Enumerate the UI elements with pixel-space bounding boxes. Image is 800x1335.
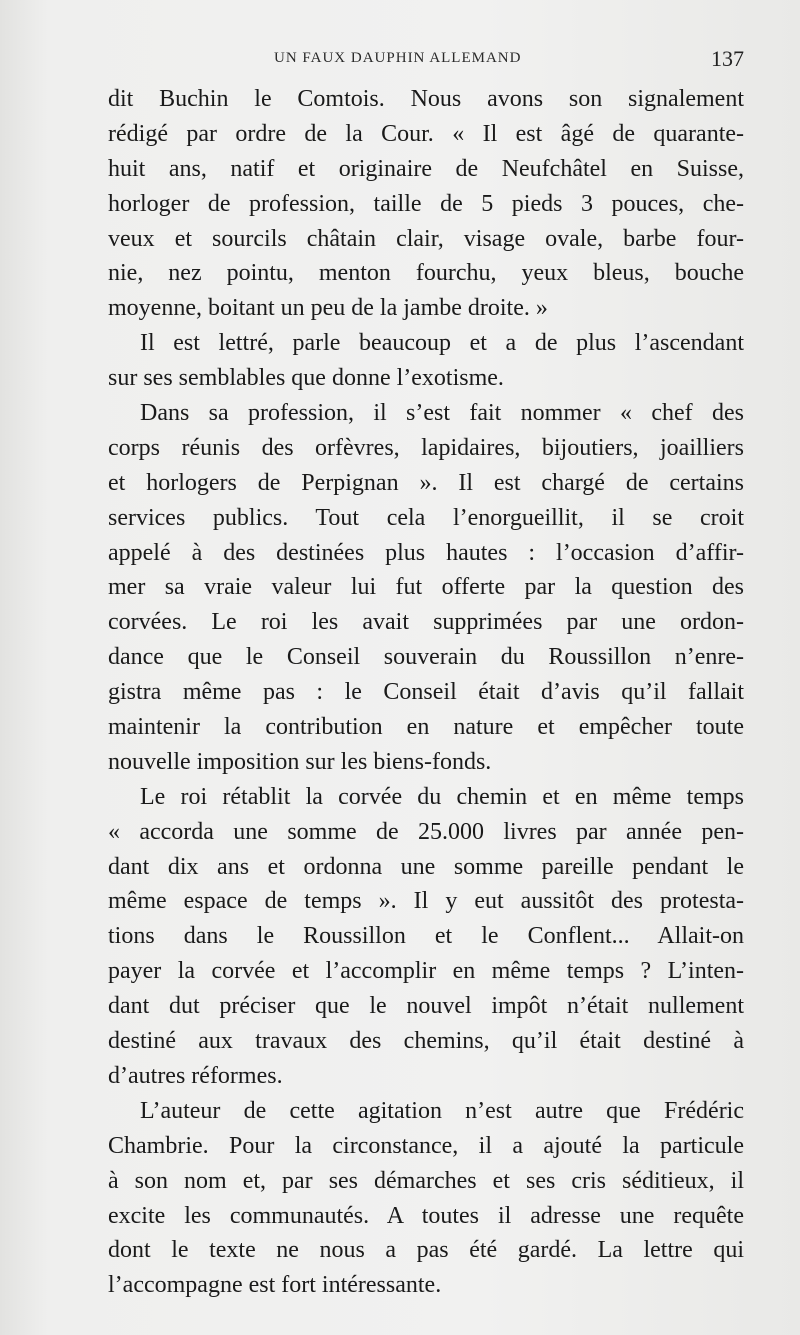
text-line: excite les communautés. A toutes il adresse une requête [108, 1202, 744, 1229]
text-line: dont le texte ne nous a pas été gardé. La lettre qui [108, 1237, 744, 1264]
text-line: dant dix ans et ordonna une somme pareille pendant le [108, 853, 744, 880]
text-line: appelé à des destinées plus hautes : l’occasion d’affir- [108, 539, 744, 566]
page-number: 137 [711, 46, 744, 71]
text-line: Le roi rétablit la corvée du chemin et en même temps [140, 783, 744, 810]
text-line: sur ses semblables que donne l’exotisme. [108, 365, 504, 392]
text-line: rédigé par ordre de la Cour. « Il est âgé de quarante- [108, 120, 744, 147]
text-line: nie, nez pointu, menton fourchu, yeux bleus, bouche [108, 260, 744, 287]
text-line: Dans sa profession, il s’est fait nommer « chef des [140, 400, 744, 427]
text-line: horloger de profession, taille de 5 pieds 3 pouces, che- [108, 190, 744, 217]
text-line: moyenne, boitant un peu de la jambe droite. » [108, 295, 548, 322]
text-line: « accorda une somme de 25.000 livres par année pen- [108, 818, 744, 845]
text-line: huit ans, natif et originaire de Neufchâtel en Suisse, [108, 155, 744, 182]
text-line: veux et sourcils châtain clair, visage ovale, barbe four- [108, 225, 744, 252]
text-line: services publics. Tout cela l’enorgueillit, il se croit [108, 504, 744, 531]
page-header [108, 46, 744, 76]
text-line: gistra même pas : le Conseil était d’avis qu’il fallait [108, 679, 744, 706]
text-line: dance que le Conseil souverain du Roussillon n’enre- [108, 644, 744, 671]
text-line: destiné aux travaux des chemins, qu’il était destiné à [108, 1028, 744, 1055]
text-line: dit Buchin le Comtois. Nous avons son signalement [108, 86, 744, 112]
text-line: mer sa vraie valeur lui fut offerte par la question des [108, 574, 744, 601]
text-line: L’auteur de cette agitation n’est autre que Frédéric [140, 1097, 744, 1124]
text-line: et horlogers de Perpignan ». Il est chargé de certains [108, 469, 744, 496]
text-line: Il est lettré, parle beaucoup et a de plus l’ascendant [140, 330, 744, 357]
text-line: dant dut préciser que le nouvel impôt n’était nullement [108, 993, 744, 1020]
text-line: payer la corvée et l’accomplir en même temps ? L’inten- [108, 958, 744, 985]
running-title: UN FAUX DAUPHIN ALLEMAND [274, 50, 522, 66]
text-line: d’autres réformes. [108, 1062, 283, 1089]
text-line: l’accompagne est fort intéressante. [108, 1272, 442, 1299]
text-line: nouvelle imposition sur les biens-fonds. [108, 748, 492, 775]
text-line: tions dans le Roussillon et le Conflent... Allait-on [108, 923, 744, 950]
text-line: maintenir la contribution en nature et empêcher toute [108, 714, 744, 741]
text-line: corvées. Le roi les avait supprimées par une ordon- [108, 609, 744, 636]
text-line: à son nom et, par ses démarches et ses cris séditieux, il [108, 1167, 744, 1194]
text-line: Chambrie. Pour la circonstance, il a ajouté la particule [108, 1132, 744, 1159]
text-line: corps réunis des orfèvres, lapidaires, bijoutiers, joailliers [108, 434, 744, 461]
body-text [108, 82, 744, 1303]
text-line: même espace de temps ». Il y eut aussitôt des protesta- [108, 888, 744, 915]
